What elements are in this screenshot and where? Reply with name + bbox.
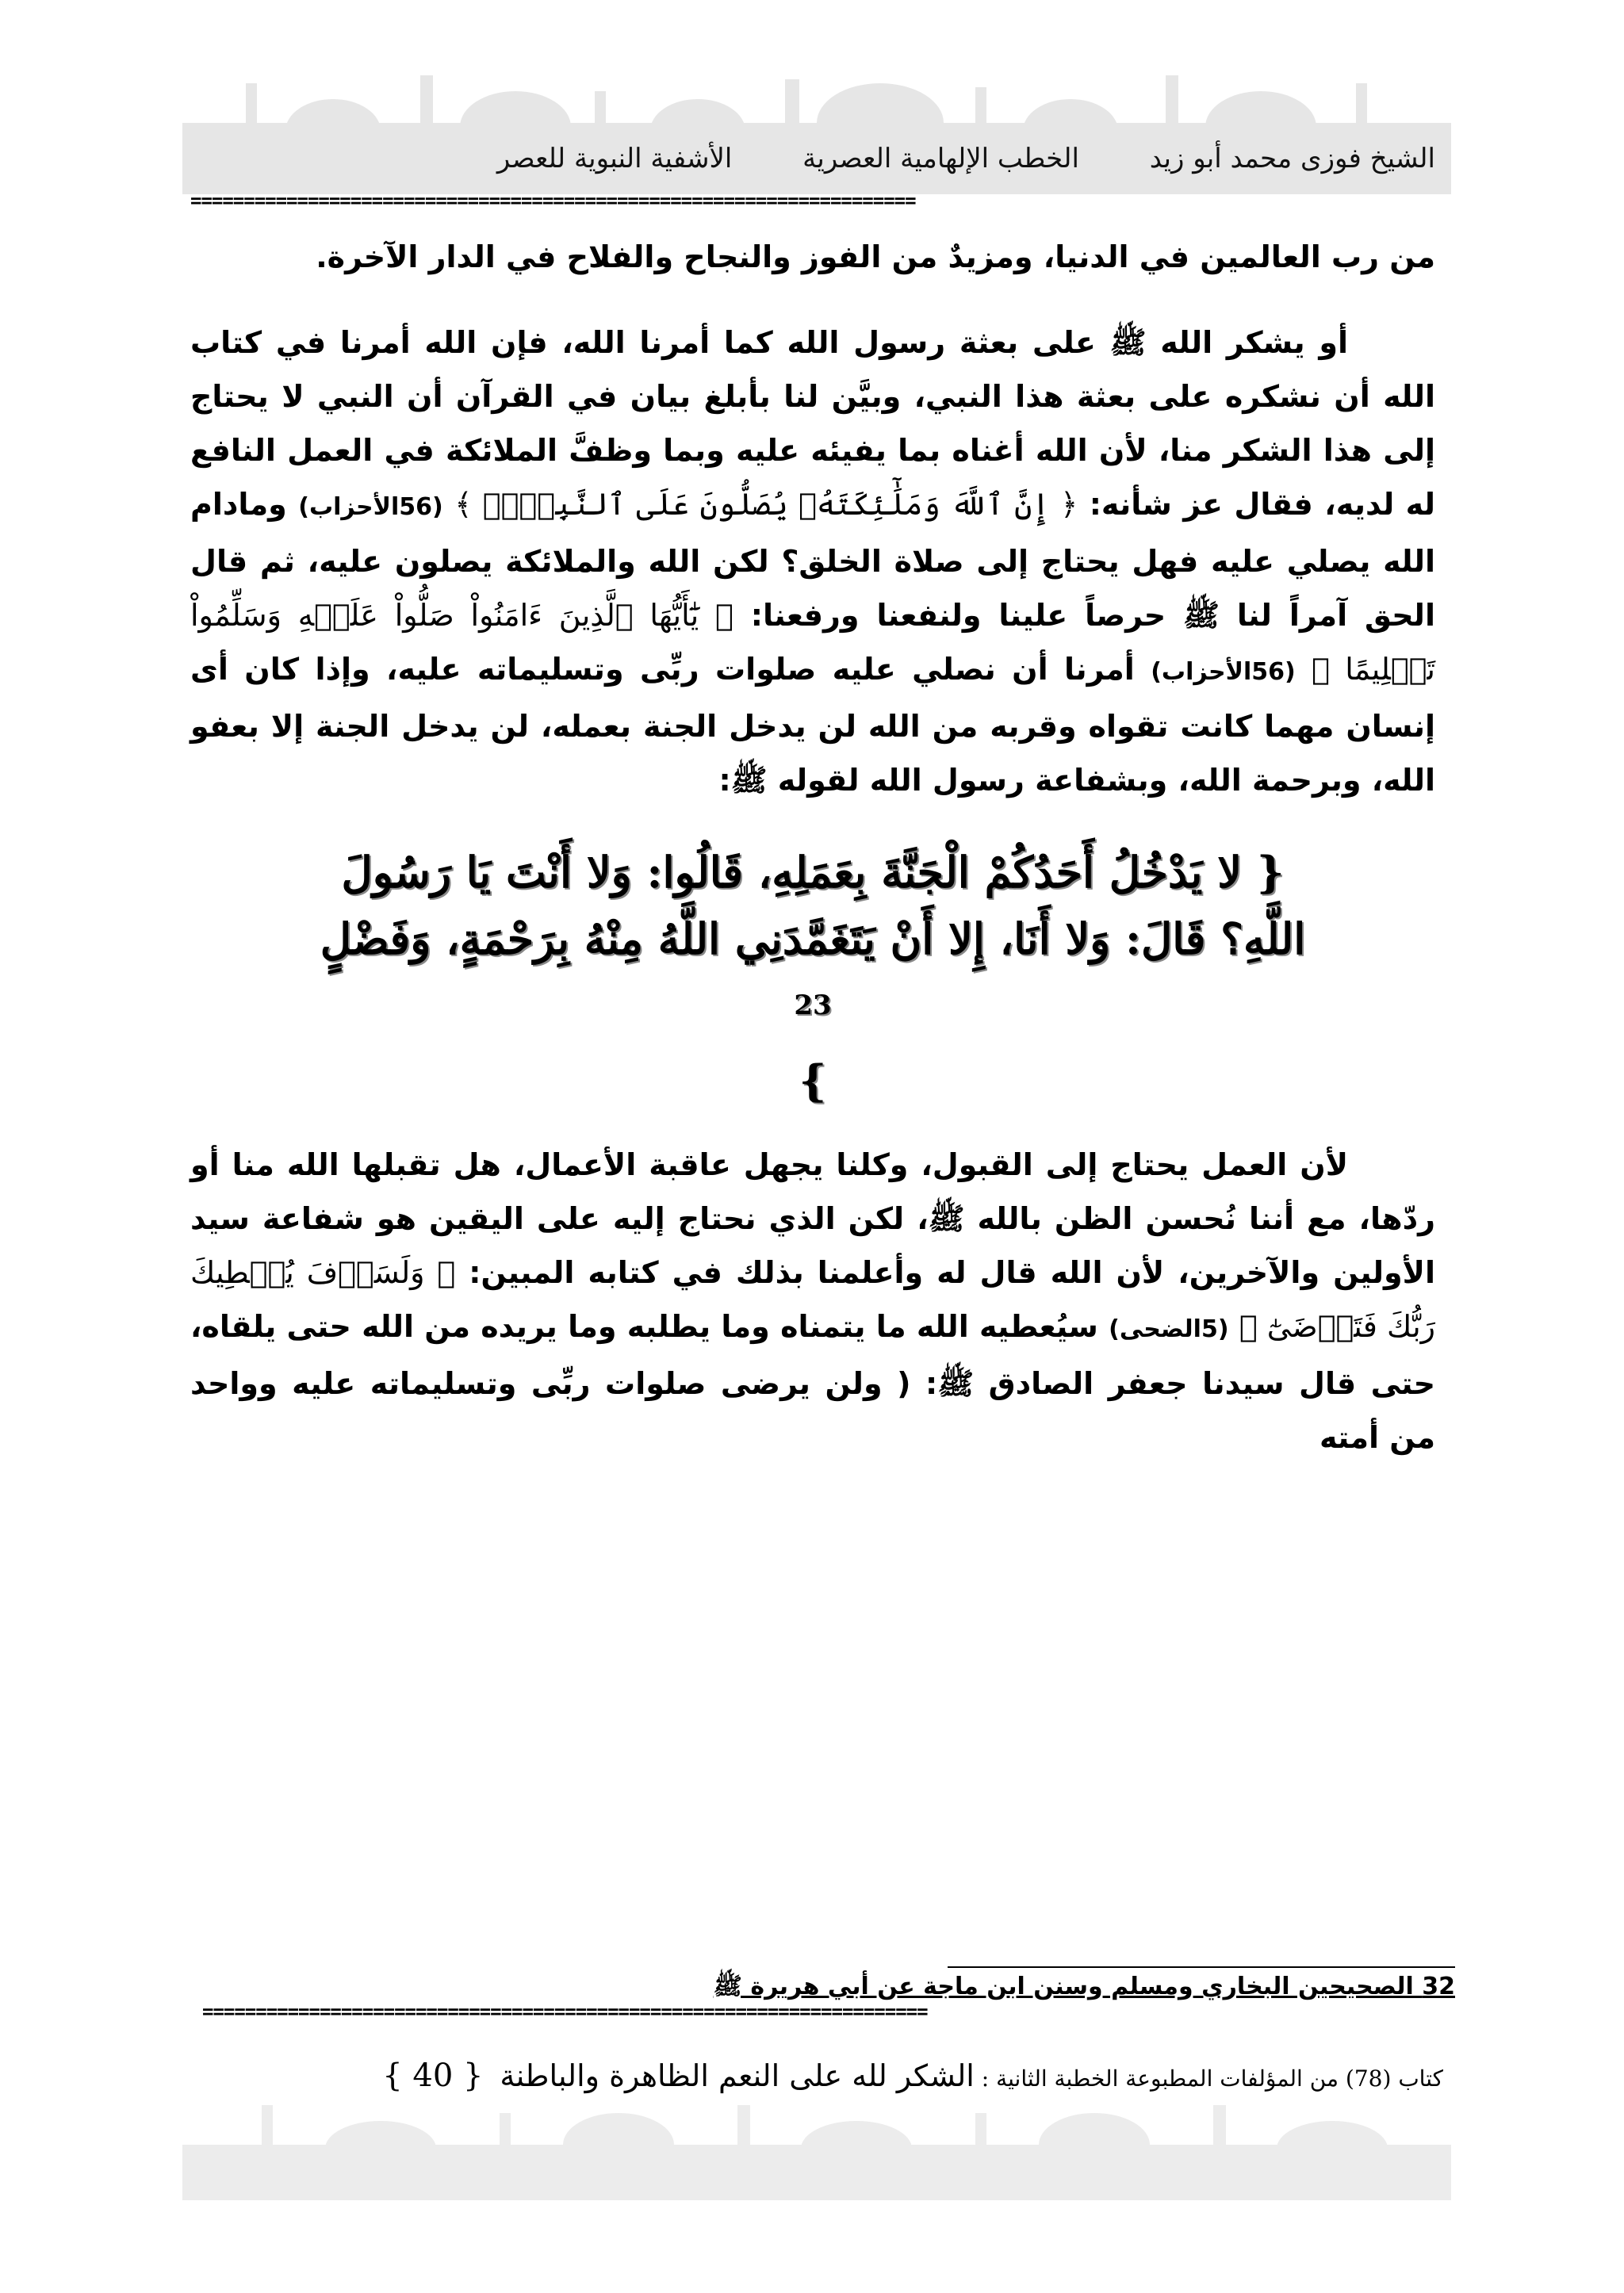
paragraph-3-text-b: سيُعطيه الله ما يتمناه وما يطلبه وما يريده من الله حتى يلقاه، حتى قال سيدنا جعفر الصادق ﷺ: ( ولن يرضى صلوات ربِّى وتسليماته عليه وواحد من أمته bbox=[190, 1309, 1435, 1455]
footer-book: كتاب (78) من المؤلفات المطبوعة bbox=[1125, 2065, 1443, 2092]
paragraph-2-text-a: أو يشكر الله ﷺ على بعثة رسول الله كما أمرنا الله، فإن الله أمرنا في كتاب الله أن نشكره على بعثة هذا النبي، وبيَّن لنا بأبلغ بيان في القرآن أن النبي لا يحتاج إلى هذا الشكر منا، لأن الله أغناه بما يفيئه عليه وبما وظفَّ الملائكة في العمل النافع له لديه، فقال عز شأنه: bbox=[190, 325, 1435, 522]
footer-rule: ==================================================================== bbox=[202, 2006, 928, 2017]
page-body bbox=[190, 230, 1435, 1496]
header-skyline-decoration bbox=[182, 75, 1451, 194]
paragraph-3-text-a: لأن العمل يحتاج إلى القبول، وكلنا يجهل عاقبة الأعمال، هل تقبلها الله منا أو ردّها، مع أننا نُحسن الظن بالله ﷺ، لكن الذي نحتاج إليه على اليقين هو شفاعة سيد الأولين والآخرين، لأن الله قال له وأعلمنا بذلك في كتابه المبين: bbox=[190, 1147, 1435, 1290]
verse-ref-2: (56الأحزاب) bbox=[1151, 658, 1296, 686]
hadith-quote bbox=[190, 839, 1435, 1114]
paragraph-2-text-b: ومادام الله يصلي عليه فهل يحتاج إلى صلاة الخلق؟ لكن الله والملائكة يصلون عليه، ثم قال الحق آمراً لنا ﷺ حرصاً علينا ولنفعنا ورفعنا: bbox=[190, 487, 1435, 633]
hadith-close: $^{23}$ } bbox=[794, 990, 832, 1106]
quran-verse-1: ﴿ إِنَّ ٱللَّهَ وَمَلَٰٓئِكَتَهُۥ يُصَلُّونَ عَلَى ٱلنَّبِيِّۚ ﴾ bbox=[454, 487, 1078, 522]
quran-verse-2: ﴿ يَٰٓأَيُّهَا ٱلَّذِينَ ءَامَنُواْ صَلُّواْ عَلَيۡهِ وَسَلِّمُواْ تَسۡلِيمًا ﴾ bbox=[190, 598, 1435, 687]
running-header bbox=[190, 143, 1435, 174]
quran-verse-3: ﴿ وَلَسَوۡفَ يُعۡطِيكَ رَبُّكَ فَتَرۡضَىٰٓ ﴾ bbox=[190, 1255, 1436, 1344]
paragraph-1: من رب العالمين في الدنيا، ومزيدٌ من الفوز والنجاح والفلاح في الدار الآخرة. bbox=[316, 239, 1435, 274]
footnote-separator bbox=[948, 1966, 1455, 1968]
footnote: 32 الصحيحين البخاري ومسلم وسنن ابن ماجة عن أبي هريرة ﷺ bbox=[713, 1973, 1455, 2000]
footer-title: الشكر لله على النعم الظاهرة والباطنة bbox=[500, 2058, 975, 2093]
verse-ref-3: (5الضحى) bbox=[1109, 1315, 1229, 1343]
paragraph-2-text-c: أمرنا أن نصلي عليه صلوات ربِّى وتسليماته عليه، وإذا كان أى إنسان مهما كانت تقواه وقربه من الله لن يدخل الجنة بعمله، لن يدخل الجنة إلا بعفو الله، وبرحمة الله، وبشفاعة رسول الله لقوله ﷺ: bbox=[190, 652, 1435, 798]
paragraph-2 bbox=[190, 316, 1435, 807]
hadith-line-1: { لا يَدْخُلُ أَحَدُكُمْ الْجَنَّةَ بِعَمَلِهِ، قَالُوا: وَلا أَنْتَ يَا رَسُولَ bbox=[341, 847, 1285, 898]
verse-ref-1: (56الأحزاب) bbox=[298, 493, 443, 521]
page-number: { 40 } bbox=[382, 2058, 484, 2094]
hadith-footnote-ref: 23 bbox=[794, 990, 832, 1021]
footer-sermon: الخطبة الثانية : bbox=[981, 2065, 1119, 2092]
header-author: الشيخ فوزى محمد أبو زيد bbox=[1149, 143, 1435, 174]
header-rule: ==================================================================== bbox=[190, 195, 916, 206]
footer-skyline-decoration bbox=[182, 2105, 1451, 2200]
header-book: الأشفية النبوية للعصر bbox=[496, 143, 733, 174]
hadith-line-2: اللَّهِ؟ قَالَ: وَلا أَنَا، إِلا أَنْ يَتَغَمَّدَنِي اللَّهُ مِنْهُ بِرَحْمَةٍ، وَفَضْلٍ bbox=[320, 913, 1306, 964]
running-footer bbox=[206, 2058, 1443, 2094]
header-series: الخطب الإلهامية العصرية bbox=[802, 143, 1079, 174]
paragraph-3 bbox=[190, 1138, 1435, 1464]
